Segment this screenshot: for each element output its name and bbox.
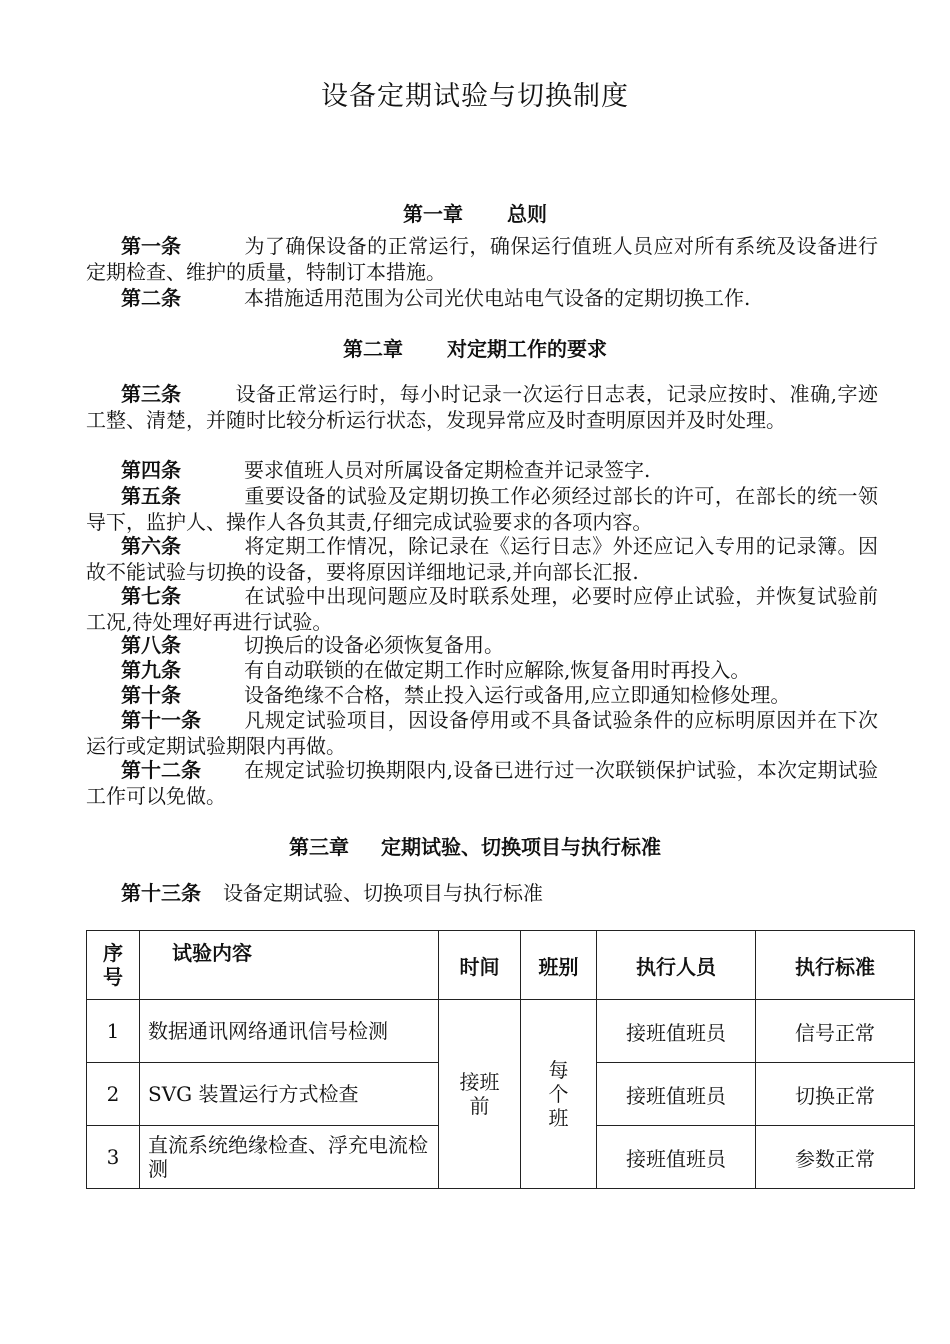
chapter-label: 第一章 <box>403 202 463 226</box>
article-label: 第七条 <box>121 584 181 608</box>
article-4 <box>86 457 878 483</box>
article-7 <box>86 583 878 635</box>
article-label: 第八条 <box>121 633 181 657</box>
article-text: 在试验中出现问题应及时联系处理，必要时应停止试验，并恢复试验前工况,待处理好再进行试验。 <box>86 584 878 634</box>
article-label: 第二条 <box>121 286 181 310</box>
article-10 <box>86 682 878 708</box>
row-content: SVG 装置运行方式检查 <box>140 1063 439 1126</box>
document-title: 设备定期试验与切换制度 <box>321 81 629 112</box>
header-shift: 班别 <box>521 931 597 1000</box>
article-label: 第九条 <box>121 658 181 682</box>
article-text: 有自动联锁的在做定期工作时应解除,恢复备用时再投入。 <box>244 658 751 682</box>
header-staff: 执行人员 <box>597 931 756 1000</box>
article-1 <box>86 233 878 285</box>
article-text: 设备绝缘不合格，禁止投入运行或备用,应立即通知检修处理。 <box>244 683 791 707</box>
article-text: 凡规定试验项目，因设备停用或不具备试验条件的应标明原因并在下次运行或定期试验期限内再做。 <box>86 708 878 758</box>
article-text: 在规定试验切换期限内,设备已进行过一次联锁保护试验，本次定期试验工作可以免做。 <box>86 758 878 808</box>
chapter-name: 定期试验、切换项目与执行标准 <box>381 835 661 859</box>
article-text: 设备正常运行时，每小时记录一次运行日志表，记录应按时、准确,字迹工整、清楚，并随时比较分析运行状态，发现异常应及时查明原因并及时处理。 <box>86 382 878 432</box>
row-no: 3 <box>87 1126 140 1189</box>
time-merged-cell: 接班前 <box>439 1000 521 1189</box>
row-no: 1 <box>87 1000 140 1063</box>
article-9 <box>86 657 878 683</box>
article-label: 第十一条 <box>121 708 201 732</box>
table-header-row <box>87 931 915 1000</box>
article-label: 第五条 <box>121 484 181 508</box>
article-label: 第十二条 <box>121 758 201 782</box>
article-text: 为了确保设备的正常运行，确保运行值班人员应对所有系统及设备进行定期检查、维护的质量，特制订本措施。 <box>86 234 878 284</box>
article-13 <box>86 880 878 906</box>
row-no: 2 <box>87 1063 140 1126</box>
article-8 <box>86 632 878 658</box>
header-standard: 执行标准 <box>756 931 915 1000</box>
article-11 <box>86 707 878 759</box>
header-no: 序号 <box>87 931 140 1000</box>
article-text: 将定期工作情况，除记录在《运行日志》外还应记入专用的记录簿。因故不能试验与切换的设备，要将原因详细地记录,并向部长汇报. <box>86 534 878 584</box>
chapter-label: 第三章 <box>289 835 349 859</box>
article-label: 第三条 <box>121 382 181 406</box>
article-label: 第十条 <box>121 683 181 707</box>
article-text: 设备定期试验、切换项目与执行标准 <box>223 881 543 905</box>
row-standard: 参数正常 <box>756 1126 915 1189</box>
article-3 <box>86 381 878 433</box>
article-text: 要求值班人员对所属设备定期检查并记录签字. <box>244 458 651 482</box>
row-standard: 信号正常 <box>756 1000 915 1063</box>
test-items-table <box>86 930 915 1189</box>
table-row <box>87 1000 915 1063</box>
chapter-1-heading <box>0 198 950 227</box>
chapter-3-heading <box>0 831 950 860</box>
article-label: 第十三条 <box>121 881 201 905</box>
row-staff: 接班值班员 <box>597 1000 756 1063</box>
article-text: 本措施适用范围为公司光伏电站电气设备的定期切换工作. <box>244 286 751 310</box>
article-2 <box>86 285 878 311</box>
shift-merged-cell: 每个班 <box>521 1000 597 1189</box>
article-text: 切换后的设备必须恢复备用。 <box>244 633 504 657</box>
header-content: 试验内容 <box>140 931 439 1000</box>
header-time: 时间 <box>439 931 521 1000</box>
row-content: 直流系统绝缘检查、浮充电流检测 <box>140 1126 439 1189</box>
article-6 <box>86 533 878 585</box>
article-text: 重要设备的试验及定期切换工作必须经过部长的许可，在部长的统一领导下，监护人、操作人各负其责,仔细完成试验要求的各项内容。 <box>86 484 878 534</box>
chapter-name: 对定期工作的要求 <box>447 337 607 361</box>
row-standard: 切换正常 <box>756 1063 915 1126</box>
article-label: 第一条 <box>121 234 181 258</box>
article-5 <box>86 483 878 535</box>
chapter-label: 第二章 <box>343 337 403 361</box>
row-content: 数据通讯网络通讯信号检测 <box>140 1000 439 1063</box>
chapter-name: 总则 <box>507 202 547 226</box>
row-staff: 接班值班员 <box>597 1063 756 1126</box>
article-label: 第四条 <box>121 458 181 482</box>
chapter-2-heading <box>0 333 950 362</box>
row-staff: 接班值班员 <box>597 1126 756 1189</box>
article-12 <box>86 757 878 809</box>
article-label: 第六条 <box>121 534 181 558</box>
